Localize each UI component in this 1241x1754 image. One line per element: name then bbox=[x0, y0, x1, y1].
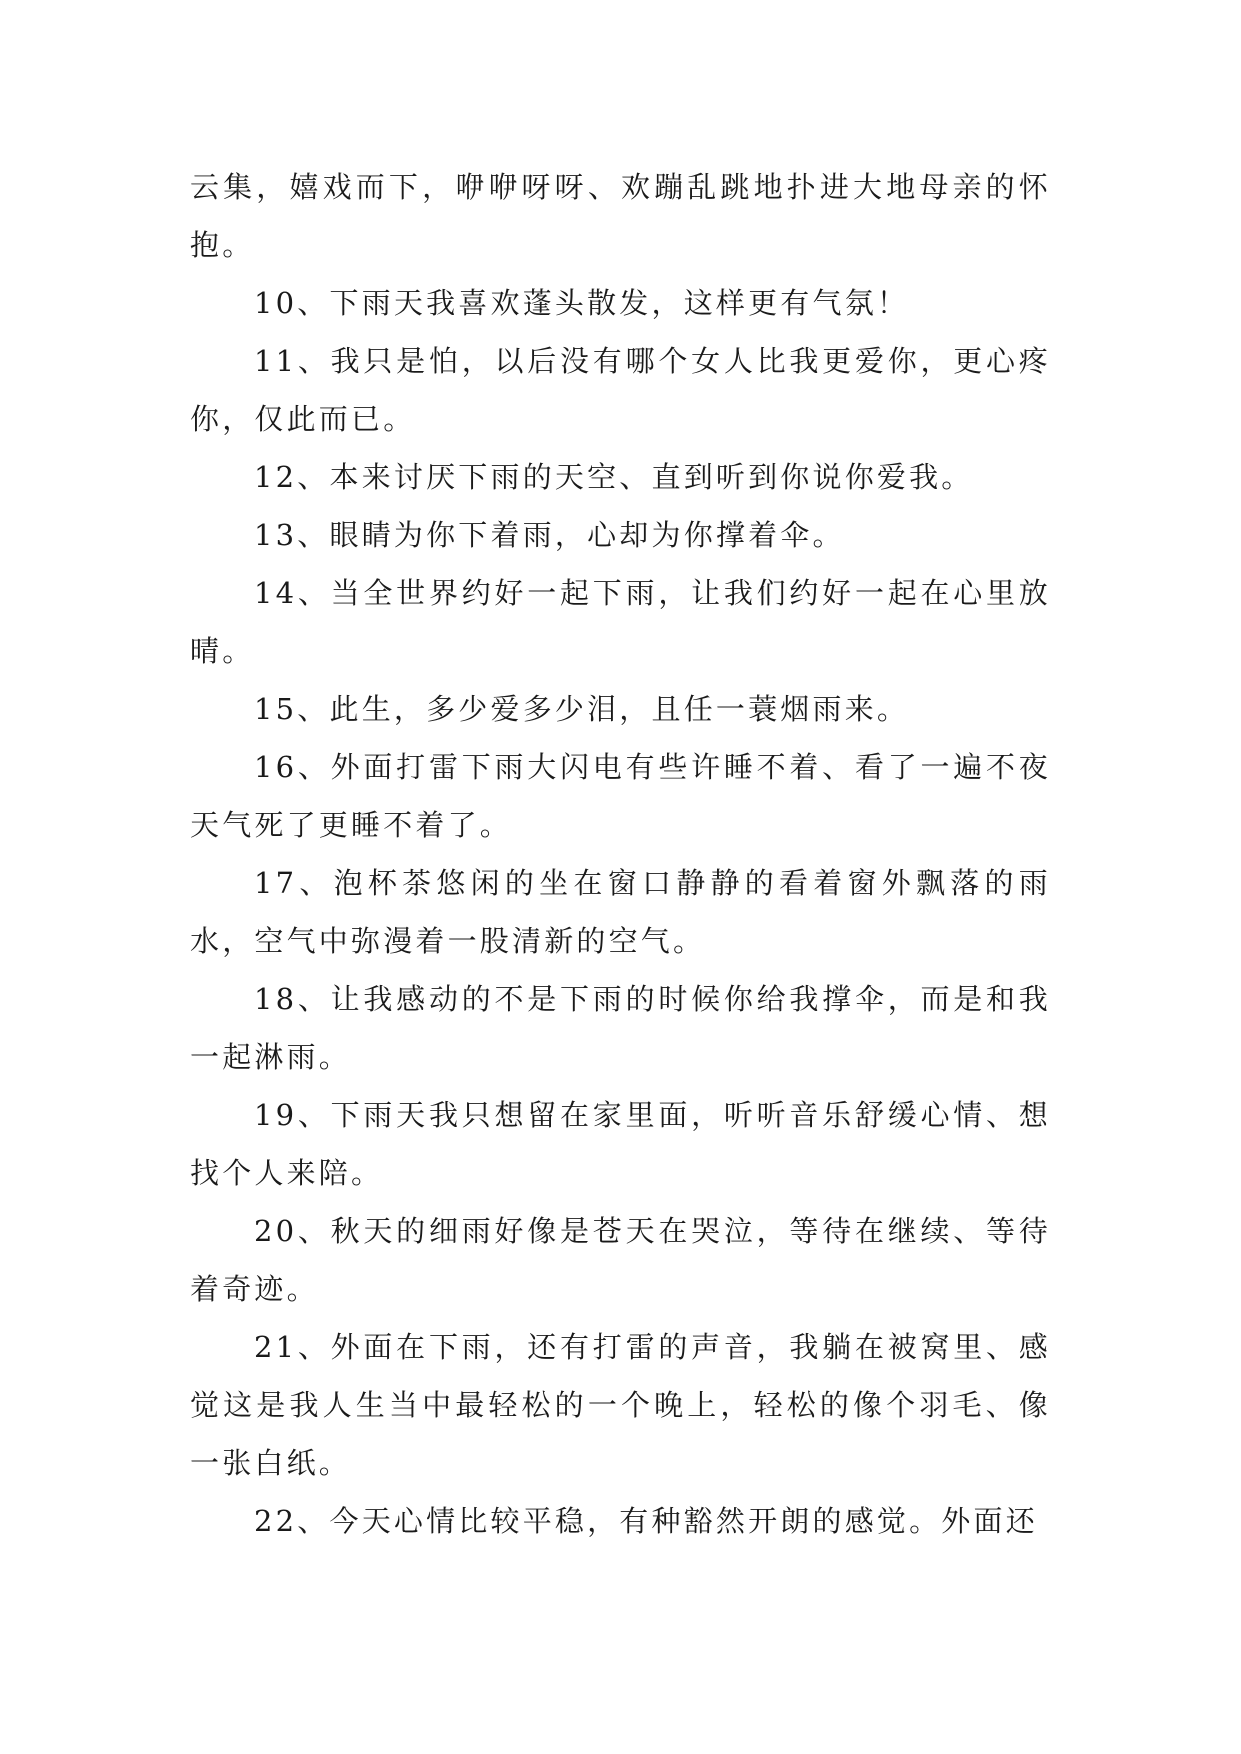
paragraph-item-16: 16、外面打雷下雨大闪电有些许睡不着、看了一遍不夜天气死了更睡不着了。 bbox=[190, 750, 1051, 842]
paragraph-item-14: 14、当全世界约好一起下雨，让我们约好一起在心里放晴。 bbox=[190, 576, 1051, 668]
paragraph-item-12: 12、本来讨厌下雨的天空、直到听到你说你爱我。 bbox=[254, 460, 974, 494]
paragraph-item-19: 19、下雨天我只想留在家里面，听听音乐舒缓心情、想找个人来陪。 bbox=[190, 1098, 1051, 1190]
paragraph-item-10: 10、下雨天我喜欢蓬头散发，这样更有气氛！ bbox=[254, 286, 910, 320]
paragraph-item-13: 13、眼睛为你下着雨，心却为你撑着伞。 bbox=[254, 518, 845, 552]
paragraph-item-20: 20、秋天的细雨好像是苍天在哭泣，等待在继续、等待着奇迹。 bbox=[190, 1214, 1051, 1306]
paragraph-continuation: 云集，嬉戏而下，咿咿呀呀、欢蹦乱跳地扑进大地母亲的怀抱。 bbox=[190, 170, 1051, 262]
paragraph-item-15: 15、此生，多少爱多少泪，且任一蓑烟雨来。 bbox=[254, 692, 910, 726]
paragraph-item-11: 11、我只是怕，以后没有哪个女人比我更爱你，更心疼你，仅此而已。 bbox=[190, 344, 1051, 436]
paragraph-item-21: 21、外面在下雨，还有打雷的声音，我躺在被窝里、感觉这是我人生当中最轻松的一个晚上，轻松的像个羽毛、像一张白纸。 bbox=[190, 1330, 1051, 1480]
paragraph-item-17: 17、泡杯茶悠闲的坐在窗口静静的看着窗外飘落的雨水，空气中弥漫着一股清新的空气。 bbox=[190, 866, 1051, 958]
document-body bbox=[190, 158, 1051, 1550]
paragraph-item-18: 18、让我感动的不是下雨的时候你给我撑伞，而是和我一起淋雨。 bbox=[190, 982, 1051, 1074]
paragraph-item-22: 22、今天心情比较平稳，有种豁然开朗的感觉。外面还 bbox=[254, 1504, 1038, 1538]
